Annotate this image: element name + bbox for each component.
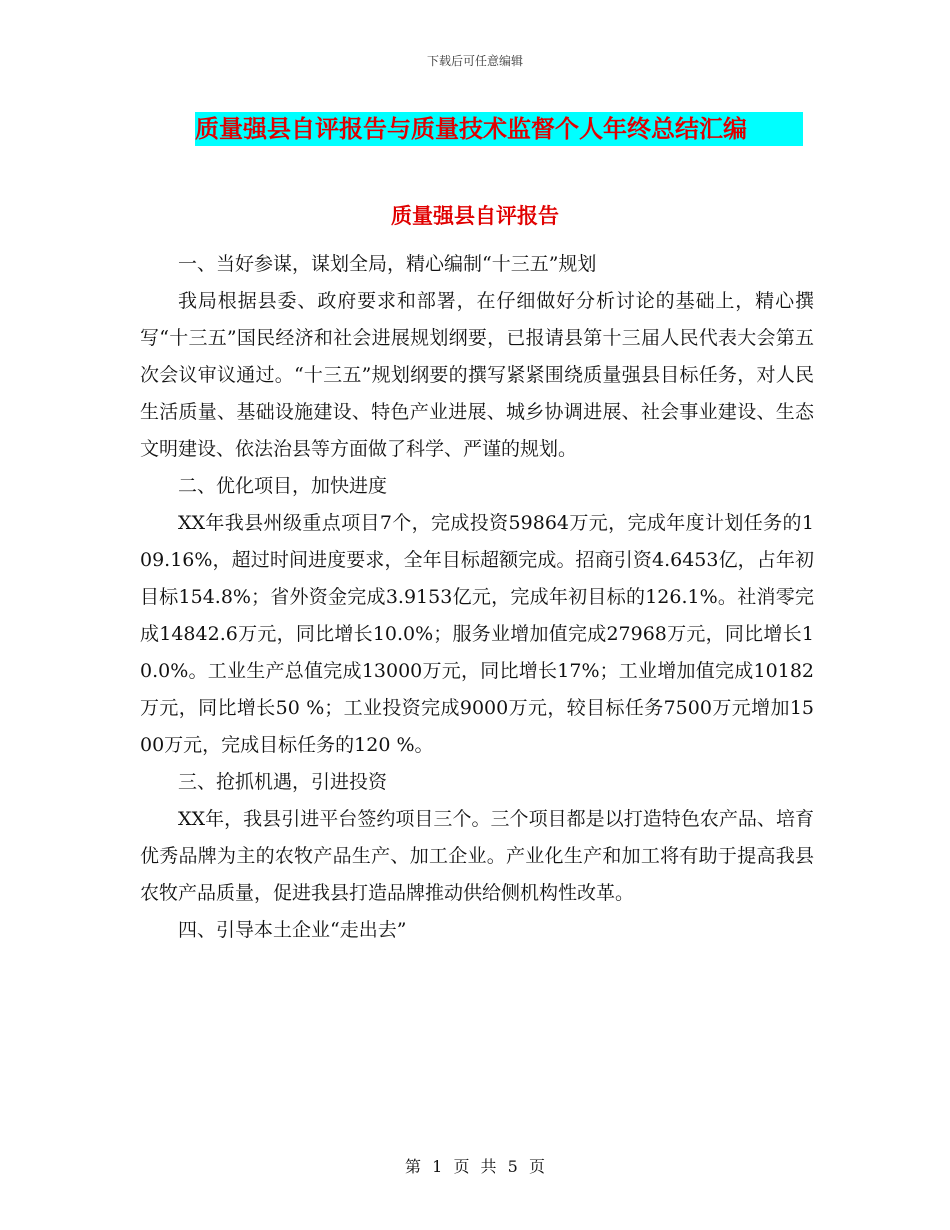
footer-prefix: 第 bbox=[405, 1157, 422, 1176]
footer-suffix: 页 bbox=[528, 1157, 545, 1176]
section-title: 质量强县自评报告 bbox=[391, 204, 559, 228]
main-title-container bbox=[195, 112, 803, 146]
section-heading-4: 四、引导本土企业“走出去” bbox=[178, 919, 407, 941]
document-body bbox=[140, 246, 814, 949]
paragraph-2: XX年我县州级重点项目7个，完成投资59864万元，完成年度计划任务的109.16%，超过时间进度要求，全年目标超额完成。招商引资4.6453亿，占年初目标154.8%；省外资金完成3.9153亿元，完成年初目标的126.1%。社消零完成14842.6万元，同比增长10.0%；服务业增加值完成27968万元，同比增长10.0%。工业生产总值完成13000万元，同比增长17%；工业增加值完成10182 万元，同比增长50 %；工业投资完成9000万元，较目标任务7500万元增加1500万元，完成目标任务的120 %。 bbox=[140, 512, 814, 756]
footer-total-word: 共 bbox=[480, 1157, 497, 1176]
paragraph-1: 我局根据县委、政府要求和部署，在仔细做好分析讨论的基础上，精心撰写“十三五”国民经济和社会进展规划纲要，已报请县第十三届人民代表大会第五次会议审议通过。“十三五”规划纲要的撰写紧紧围绕质量强县目标任务，对人民生活质量、基础设施建设、特色产业进展、城乡协调进展、社会事业建设、生态文明建设、依法治县等方面做了科学、严谨的规划。 bbox=[140, 290, 814, 460]
section-heading-2: 二、优化项目，加快进度 bbox=[178, 475, 388, 497]
section-heading-3: 三、抢抓机遇，引进投资 bbox=[178, 771, 388, 793]
page-footer bbox=[0, 1154, 950, 1177]
section-heading-1: 一、当好参谋，谋划全局，精心编制“十三五”规划 bbox=[178, 253, 597, 275]
footer-total-pages: 5 bbox=[507, 1157, 518, 1176]
header-note: 下载后可任意编辑 bbox=[426, 54, 523, 68]
main-title: 质量强县自评报告与质量技术监督个人年终总结汇编 bbox=[195, 112, 803, 146]
footer-page-number: 1 bbox=[432, 1157, 443, 1176]
footer-page-word: 页 bbox=[453, 1157, 470, 1176]
paragraph-3: XX年，我县引进平台签约项目三个。三个项目都是以打造特色农产品、培育优秀品牌为主的农牧产品生产、加工企业。产业化生产和加工将有助于提高我县农牧产品质量，促进我县打造品牌推动供给侧机构性改革。 bbox=[140, 808, 814, 904]
